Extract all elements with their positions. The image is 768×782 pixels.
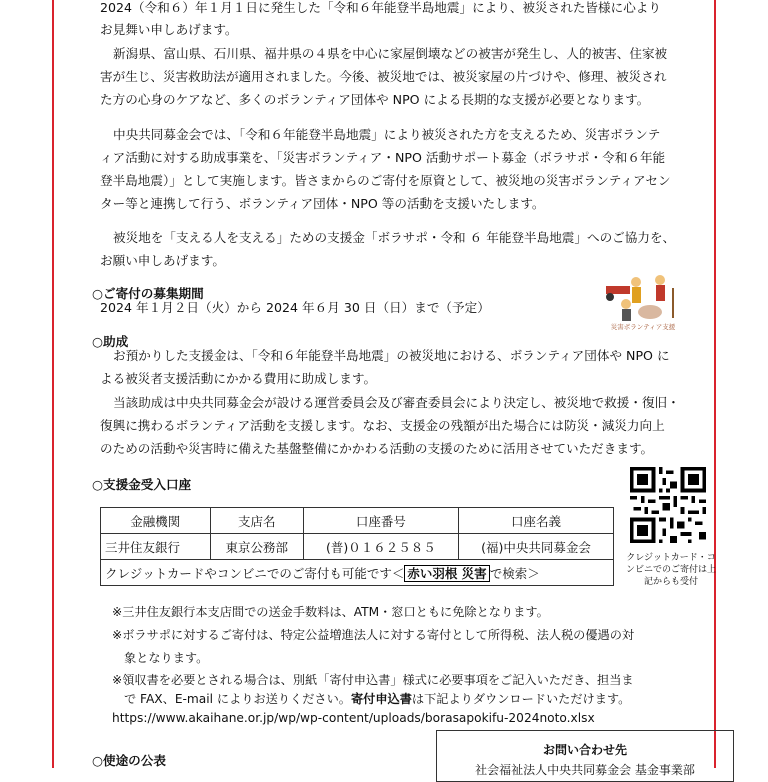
- intro-line: 新潟県、富山県、石川県、福井県の４県を中心に家屋倒壊などの被害が発生し、人的被害、住家被: [113, 46, 668, 61]
- intro-line: 害が生じ、災害救助法が適用されました。今後、被災地では、被災家屋の片づけや、修理、被災され: [100, 69, 667, 84]
- grant-line: のための活動や災害時に備えた基盤整備にかかわる活動の支援のために活用させていただきます。: [100, 441, 654, 456]
- grant-line: 当該助成は中央共同募金会が設ける運営委員会及び審査委員会により決定し、被災地で救援・復旧・: [113, 395, 680, 410]
- note-line: [124, 689, 630, 709]
- note-text: は下記よりダウンロードいただけます。: [411, 692, 631, 706]
- intro-line: ィア活動に対する助成事業を、「災害ボランティア・NPO 活動サポート募金（ボラサポ・令和６年能: [100, 150, 666, 165]
- intro-line: 登半島地震）」として実施します。皆さまからのご寄付を原資として、被災地の災害ボランティアセン: [100, 173, 671, 188]
- intro-line: 2024（令和６）年１月１日に発生した「令和６年能登半島地震」により、被災された皆様に心より: [100, 0, 661, 15]
- period-heading: ○ご寄付の募集期間: [92, 286, 204, 301]
- table-header-cell: 口座番号: [303, 508, 458, 534]
- qr-code[interactable]: [630, 467, 706, 543]
- grant-line: 復興に携わるボランティア活動を支援します。なお、支援金の残額が出た場合には防災・減災力向上: [100, 418, 665, 433]
- download-url[interactable]: https://www.akaihane.or.jp/wp/wp-content/uploads/borasapokifu-2024noto.xlsx: [112, 711, 595, 725]
- publication-heading: ○使途の公表: [92, 753, 166, 768]
- page-border-left: [52, 0, 54, 768]
- note-line: 象となります。: [124, 651, 209, 665]
- grant-heading: ○助成: [92, 334, 129, 349]
- table-cell-branch: 東京公務部: [210, 534, 303, 560]
- illustration-caption: 災害ボランティア支援: [610, 323, 676, 331]
- payment-note-text: で検索＞: [489, 565, 540, 581]
- payment-note-text: クレジットカードやコンビニでのご寄付も可能です＜: [105, 565, 405, 581]
- intro-line: 中央共同募金会では、「令和６年能登半島地震」により被災された方を支えるため、災害ボランテ: [113, 127, 661, 142]
- note-line: ※ボラサポに対するご寄付は、特定公益増進法人に対する寄付として所得税、法人税の優遇の対: [112, 628, 635, 642]
- note-line: ※三井住友銀行本支店間での送金手数料は、ATM・窓口ともに免除となります。: [112, 605, 549, 619]
- grant-line: お預かりした支援金は、「令和６年能登半島地震」の被災地における、ボランティア団体や NPO に: [113, 348, 670, 363]
- form-name: 寄付申込書: [350, 692, 412, 706]
- table-row: [101, 534, 614, 560]
- table-header-cell: 支店名: [210, 508, 303, 534]
- note-text: で FAX、E-mail によりお送りください。: [124, 692, 351, 706]
- intro-line: お見舞い申しあげます。: [100, 22, 238, 37]
- intro-line: 被災地を「支える人を支える」ための支援金「ボラサポ・令和 ６ 年能登半島地震」へのご協力を、: [113, 230, 676, 245]
- table-note-row: [101, 560, 614, 586]
- intro-line: た方の心身のケアなど、多くのボランティア団体や NPO による長期的な支援が必要となります。: [100, 92, 650, 107]
- grant-line: よる被災者支援活動にかかる費用に助成します。: [100, 371, 377, 386]
- table-cell-bank: 三井住友銀行: [101, 534, 211, 560]
- volunteer-illustration: [598, 270, 682, 322]
- account-table: [100, 507, 614, 586]
- note-line: ※領収書を必要とされる場合は、別紙「寄付申込書」様式に必要事項をご記入いただき、担当ま: [112, 673, 634, 687]
- intro-line: ター等と連携して行う、ボランティア団体・NPO 等の活動を支援いたします。: [100, 196, 545, 211]
- search-keyword: 赤い羽根 災害: [404, 565, 489, 582]
- table-header-cell: 金融機関: [101, 508, 211, 534]
- table-cell-account-holder: (福)中央共同募金会: [458, 534, 613, 560]
- page-border-right: [714, 0, 716, 768]
- table-header-row: [101, 508, 614, 534]
- period-text: 2024 年１月２日（火）から 2024 年６月 30 日（日）まで（予定）: [100, 300, 490, 315]
- contact-org: 社会福祉法人中央共同募金会 基金事業部: [475, 763, 695, 777]
- contact-box: [436, 730, 734, 782]
- table-cell-account-number: (普)０１６２５８５: [303, 534, 458, 560]
- table-header-cell: 口座名義: [458, 508, 613, 534]
- account-heading: ○支援金受入口座: [92, 477, 192, 492]
- payment-note: [101, 560, 614, 586]
- contact-title: お問い合わせ先: [542, 743, 627, 757]
- intro-line: お願い申しあげます。: [100, 253, 225, 268]
- qr-note: クレジットカード・コンビニでのご寄付は上記からも受付: [626, 553, 717, 587]
